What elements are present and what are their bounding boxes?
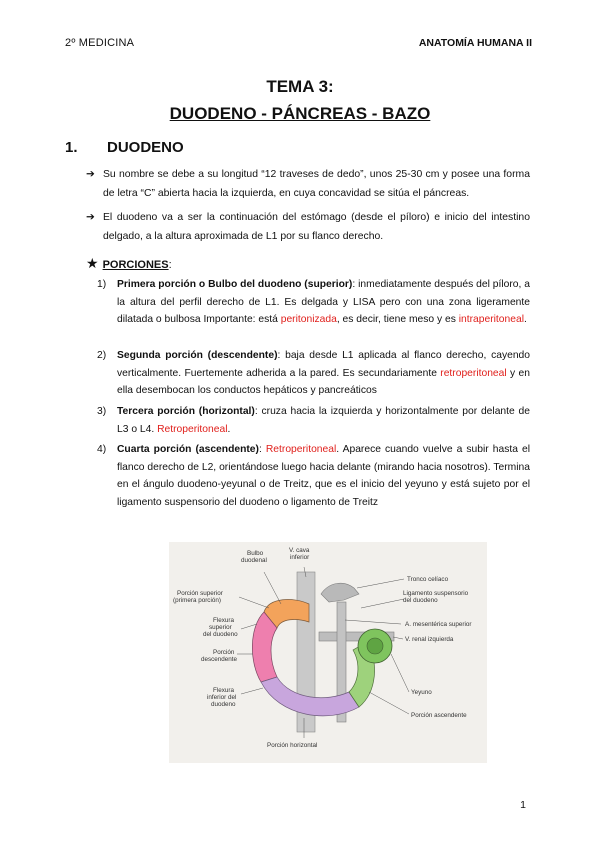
topic-title: DUODENO - PÁNCREAS - BAZO (169, 104, 431, 123)
label-amesenterica: A. mesentérica superior (405, 621, 472, 628)
item-title: Primera porción o Bulbo del duodeno (superior) (117, 279, 353, 290)
label-descendente: Porción descendente (201, 649, 238, 663)
list-item-segunda: 2) Segunda porción (descendente): baja desde L1 aplicada al flanco derecho, cayendo verticalmente. Fuertemente adherida a la pared. Es secundariamente retroperitoneal y en ella desembocan los conductos hepáticos y pancreáticos (97, 347, 530, 400)
celiac-trunk-shape (321, 583, 359, 602)
item-title: Segunda porción (descendente) (117, 350, 278, 361)
section-name: DUODENO (107, 139, 184, 156)
bullet-name-origin (86, 165, 530, 203)
label-vcava: V. cava inferior (289, 547, 310, 561)
bullet-continuation (86, 208, 530, 246)
topic-number: TEMA 3: (266, 77, 334, 96)
highlight-term: retroperitoneal (440, 367, 507, 379)
list-item-primera: 1) Primera porción o Bulbo del duodeno (superior): inmediatamente después del píloro, a la altura del perfil derecho de L1. Es delgada y LISA pero con una zona ligeramente dilatada o bulbosa Importante: está peritonizada, es decir, tiene meso y es intraperitoneal. (97, 276, 530, 329)
list-item-cuarta: 4) Cuarta porción (ascendente): Retroperitoneal. Aparece cuando vuelve a subir hasta el flanco derecho de L2, orientándose luego hacia delante (mirando hacia nosotros). Termina en el ángulo duodeno-yeyunal o de Treitz, que es el inicio del yeyuno y está sujeto por el ligamento suspensorio del duodeno o ligamento de Treitz (97, 441, 530, 511)
highlight-term: peritonizada (280, 314, 337, 326)
porciones-label: PORCIONES (102, 259, 169, 271)
label-horizontal: Porción horizontal (267, 742, 318, 749)
item-number: 1) (97, 279, 107, 290)
item-title: Cuarta porción (ascendente) (117, 444, 259, 455)
label-ligamento: Ligamento suspensorio del duodeno (403, 590, 469, 604)
item-number: 3) (97, 406, 107, 417)
label-bulbo: Bulbo duodenal (241, 550, 267, 564)
page-number: 1 (520, 799, 526, 811)
bullet-text: Su nombre se debe a su longitud “12 traveses de dedo”, unos 25-30 cm y posee una forma de letra “C” abierta hacia la izquierda, en cuya concavidad se sitúa el páncreas. (103, 169, 530, 199)
header-subject: ANATOMÍA HUMANA II (418, 37, 532, 49)
label-tronco: Tronco celíaco (407, 576, 449, 583)
section-number: 1. (65, 139, 78, 156)
arrow-icon: ➔ (86, 169, 95, 180)
label-vrenal: V. renal izquierda (405, 636, 454, 643)
highlight-term: intraperitoneal (458, 314, 524, 326)
duodenum-diagram (169, 542, 487, 763)
item-number: 2) (97, 350, 107, 361)
label-flexsup: Flexura superior del duodeno (203, 617, 238, 638)
star-icon: ★ (86, 255, 99, 271)
highlight-term: Retroperitoneal (265, 444, 337, 455)
label-superior: Porción superior (primera porción) (173, 590, 223, 604)
bullet-text: El duodeno va a ser la continuación del estómago (desde el píloro) e inicio del intestino delgado, a la altura aproximada de L1 por su flanco derecho. (103, 212, 530, 242)
label-yeyuno: Yeyuno (411, 689, 432, 696)
label-ascendente: Porción ascendente (411, 712, 467, 719)
list-item-tercera: 3) Tercera porción (horizontal): cruza hacia la izquierda y horizontalmente por delante de L3 o L4. Retroperitoneal. (97, 403, 530, 438)
arrow-icon: ➔ (86, 212, 95, 223)
header-course: 2º MEDICINA (65, 37, 135, 49)
item-title: Tercera porción (horizontal) (117, 406, 255, 417)
item-number: 4) (97, 444, 107, 455)
section-heading (65, 139, 184, 156)
highlight-term: Retroperitoneal (157, 423, 228, 435)
label-flexinf: Flexura inferior del duodeno (207, 687, 237, 708)
porciones-heading: ★ PORCIONES: (86, 255, 172, 271)
